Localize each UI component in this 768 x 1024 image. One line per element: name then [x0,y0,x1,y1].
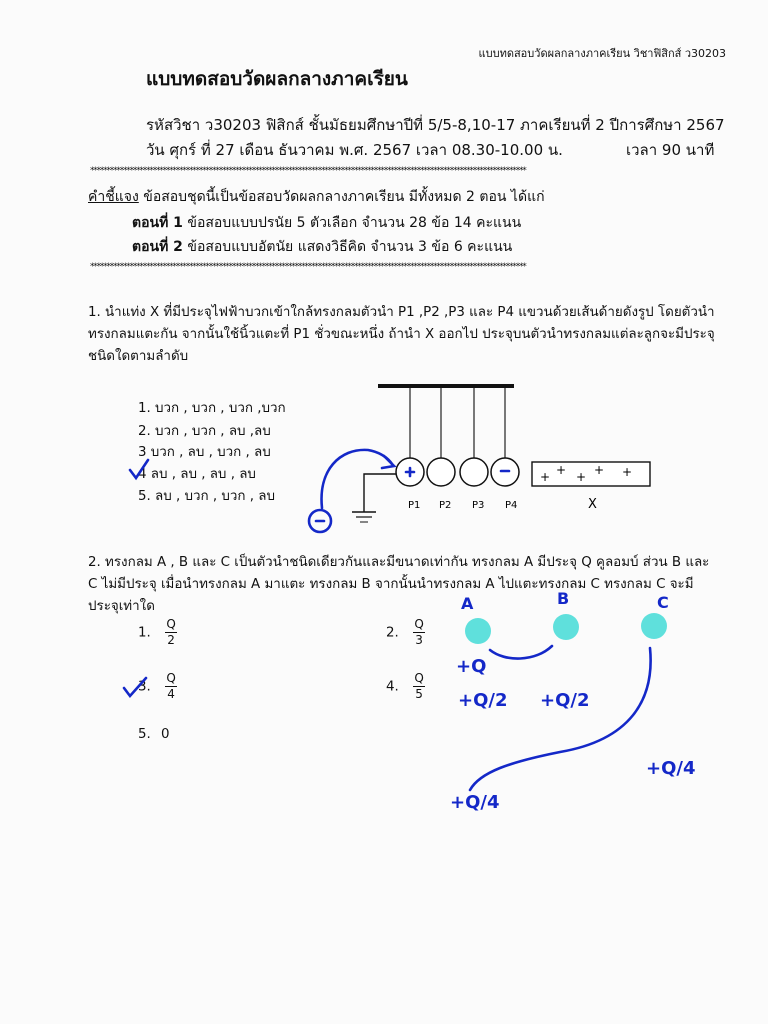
ink-check-q1 [130,460,148,478]
ink-quarter-c: +Q/4 [646,758,696,779]
q1-option-3[interactable]: 3 บวก , ลบ , บวก , ลบ [138,445,271,460]
sphere-a [465,618,491,644]
q1-option-5[interactable]: 5. ลบ , บวก , บวก , ลบ [138,489,276,504]
part-2-label: ตอนที่ 2 [132,239,183,255]
course-info: รหัสวิชา ว30203 ฟิสิกส์ ชั้นมัธยมศึกษาปีที่ 5/5-8,10-17 ภาคเรียนที่ 2 ปีการศึกษา 2567 [146,116,725,134]
ink-quarter-a: +Q/4 [450,792,500,813]
q1-option-4[interactable]: 4 ลบ , ลบ , ลบ , ลบ [138,467,256,482]
instructions-text: ข้อสอบชุดนี้เป็นข้อสอบวัดผลกลางภาคเรียน มีทั้งหมด 2 ตอน ได้แก่ [138,189,545,205]
q2-option-2-num: 2. [386,625,399,641]
label-p1: P1 [408,500,421,511]
rod-charge: + [540,470,551,484]
sphere-b [553,614,579,640]
fraction: $\frac{Q}{5}$ [414,671,424,701]
ink-half-a: +Q/2 [458,690,508,711]
header-top-right: แบบทดสอบวัดผลกลางภาคเรียน วิชาฟิสิกส์ ว30203 [478,47,726,60]
label-p3: P3 [472,500,485,511]
part-1-label: ตอนที่ 1 [132,215,183,231]
rod-charge: + [594,463,605,477]
page-title: แบบทดสอบวัดผลกลางภาคเรียน [146,68,408,90]
fraction: $\frac{Q}{3}$ [414,617,424,647]
question-2-text: 2. ทรงกลม A , B และ C เป็นตัวนำชนิดเดียวกันและมีขนาดเท่ากัน ทรงกลม A มีประจุ Q คูลอมบ์ ส่วน B และ C ไม่มีประจุ เมื่อนำทรงกลม A มาแตะ ทรงกลม B จากนั้นนำทรงกลม A ไปแตะทรงกลม C ทรงกลม C จะมีประจุเท่าใด [88,555,710,614]
ink-arc-ac [470,648,651,790]
separator-stars-2: ************************************************************************************************************************************ [90,262,526,272]
q2-option-4-num: 4. [386,679,399,695]
sphere-c [641,613,667,639]
q2-option-5-value: 0 [161,727,170,742]
rod-charge: + [622,465,633,479]
q1-option-1[interactable]: 1. บวก , บวก , บวก ,บวก [138,401,286,416]
part-2-text: ข้อสอบแบบอัตนัย แสดงวิธีคิด จำนวน 3 ข้อ 6 คะแนน [182,239,513,255]
sphere-p2 [427,458,455,486]
ink-label-c: C [657,593,669,612]
rod-charge: + [576,470,587,484]
q2-option-5-num: 5. [138,727,151,742]
instructions-label: คำชี้แจง [88,189,139,205]
exam-date: วัน ศุกร์ ที่ 27 เดือน ธันวาคม พ.ศ. 2567 เวลา 08.30-10.00 น. [146,141,563,159]
ink-half-b: +Q/2 [540,690,590,711]
fraction: $\frac{Q}{4}$ [166,671,176,701]
sphere-p3 [460,458,488,486]
ink-check-q2 [124,678,146,696]
fraction: $\frac{Q}{2}$ [166,617,176,647]
q2-option-3-num: 3. [138,679,151,695]
ink-label-b: B [557,589,570,608]
separator-stars: ************************************************************************************************************************************ [90,166,526,176]
ground-wire [364,474,396,512]
label-x: X [588,497,597,512]
label-p4: P4 [505,500,518,511]
q1-option-2[interactable]: 2. บวก , บวก , ลบ ,ลบ [138,424,271,439]
question-1-text: 1. นำแท่ง X ที่มีประจุไฟฟ้าบวกเข้าใกล้ทรงกลมตัวนำ P1 ,P2 ,P3 และ P4 แขวนด้วยเส้นด้ายดังรูป โดยตัวนำทรงกลมแตะกัน จากนั้นใช้นิ้วแตะที่ P1 ชั่วขณะหนึ่ง ถ้านำ X ออกไป ประจุบนตัวนำทรงกลมแต่ละลูกจะมีประจุชนิดใดตามลำดับ [88,305,715,364]
part-1-text: ข้อสอบแบบปรนัย 5 ตัวเลือก จำนวน 28 ข้อ 14 คะแนน [182,215,522,231]
rod-charge: + [556,463,567,477]
label-p2: P2 [439,500,452,511]
ink-label-a: A [461,594,474,613]
q2-option-1-num: 1. [138,625,151,641]
ink-arrow [322,450,392,508]
ink-plus-q: +Q [456,656,487,677]
ink-arc-ab [490,646,552,659]
exam-duration: เวลา 90 นาที [626,141,715,159]
